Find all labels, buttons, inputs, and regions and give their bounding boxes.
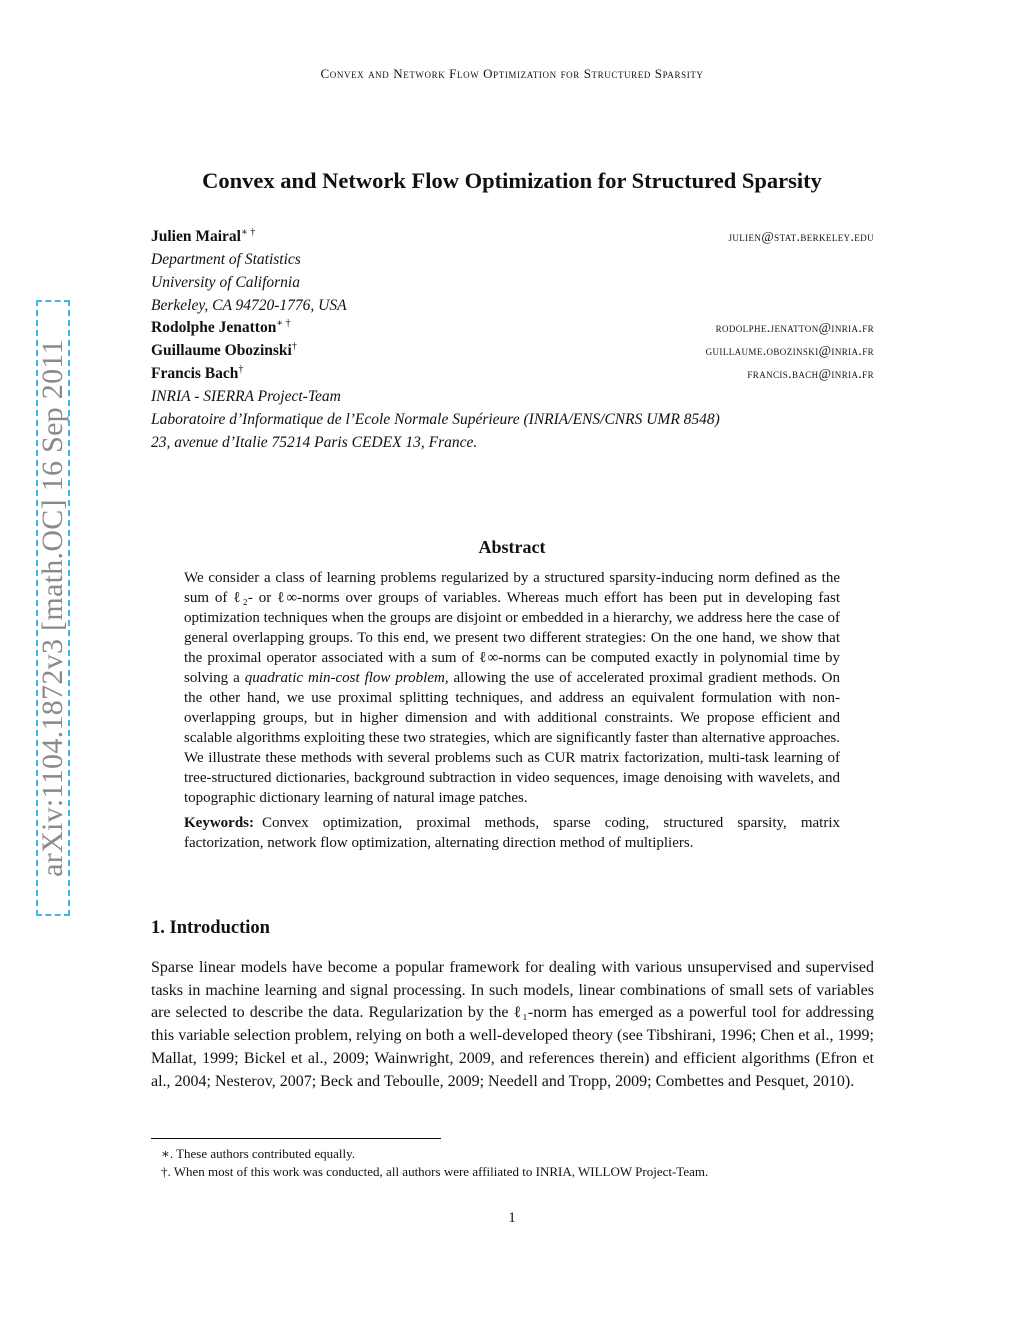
author-name: Julien Mairal (151, 228, 241, 245)
page-number: 1 (508, 1210, 516, 1226)
abstract-emphasis: quadratic min-cost flow problem (244, 670, 445, 686)
author-name: Guillaume Obozinski (151, 342, 292, 359)
arxiv-stamp-text: arXiv:1104.1872v3 [math.OC] 16 Sep 2011 (36, 339, 69, 877)
keywords-list: Convex optimization, proximal methods, sparse coding, structured sparsity, matrix factorization, network flow optimization, alternating direction method of multipliers. (184, 815, 840, 851)
section-body (151, 957, 874, 1093)
footnote-rule (151, 1138, 441, 1139)
abstract-body (184, 568, 840, 853)
section-heading: 1. Introduction (151, 918, 270, 938)
keywords-label: Keywords: (184, 815, 254, 831)
author-name: Francis Bach (151, 365, 239, 382)
author-name: Rodolphe Jenatton (151, 319, 277, 336)
affiliation-line: Berkeley, CA 94720-1776, USA (151, 297, 347, 314)
arxiv-stamp[interactable] (36, 300, 70, 916)
footnote: †. When most of this work was conducted, all authors were affiliated to INRIA, WILLOW Project-Team. (161, 1164, 709, 1179)
author-row (151, 226, 874, 248)
affiliation-line: Laboratoire d’Informatique de l’Ecole Normale Supérieure (INRIA/ENS/CNRS UMR 8548) (151, 411, 720, 428)
author-email[interactable]: guillaume.obozinski@inria.fr (705, 343, 874, 358)
abstract-text: We consider a class of learning problems regularized by a structured sparsity-inducing norm defined as the sum of ℓ₂- or ℓ∞-norms over groups of variables. Whereas much effort has been put in developing fast optimization techniques when the groups are disjoint or embedded in a hierarchy, we address here the case of general overlapping groups. To this end, we present two different strategies: On the one hand, we show that the proximal operator associated with a sum of ℓ∞-norms can be computed exactly in polynomial time by solving a (184, 570, 840, 686)
author-row (151, 317, 874, 339)
affiliation-line: INRIA - SIERRA Project-Team (151, 388, 341, 405)
paper-title: Convex and Network Flow Optimization for Structured Sparsity (202, 168, 822, 193)
author-marks: † (238, 363, 244, 375)
keywords (184, 813, 840, 853)
abstract-paragraph (184, 568, 840, 808)
intro-paragraph: Sparse linear models have become a popular framework for dealing with various unsupervised and supervised tasks in machine learning and signal processing. In such models, linear combinations of small sets of variables are selected to describe the data. Regularization by the ℓ₁-norm has emerged as a powerful tool for addressing this variable selection problem, relying on both a well-developed theory (see Tibshirani, 1996; Chen et al., 1999; Mallat, 1999; Bickel et al., 2009; Wainwright, 2009, and references therein) and efficient algorithms (Efron et al., 2004; Nesterov, 2007; Beck and Teboulle, 2009; Needell and Tropp, 2009; Combettes and Pesquet, 2010). (151, 959, 874, 1090)
author-marks: ∗ † (276, 317, 291, 329)
footnote: ∗. These authors contributed equally. (161, 1146, 356, 1161)
author-email[interactable]: rodolphe.jenatton@inria.fr (715, 320, 874, 335)
author-marks: † (291, 340, 297, 352)
affiliation-line: 23, avenue d’Italie 75214 Paris CEDEX 13, France. (151, 434, 478, 451)
abstract-heading: Abstract (478, 537, 546, 557)
author-email[interactable]: julien@stat.berkeley.edu (728, 229, 874, 244)
running-head: Convex and Network Flow Optimization for Structured Sparsity (320, 66, 704, 81)
author-row (151, 363, 874, 385)
author-email[interactable]: francis.bach@inria.fr (747, 366, 874, 381)
affiliation-line: University of California (151, 274, 300, 291)
author-row (151, 340, 874, 362)
affiliation-line: Department of Statistics (151, 251, 301, 268)
abstract-text: , allowing the use of accelerated proximal gradient methods. On the other hand, we use proximal splitting techniques, and address an equivalent formulation with non-overlapping groups, but in higher dimension and with additional constraints. We propose efficient and scalable algorithms exploiting these two strategies, which are significantly faster than alternative approaches. We illustrate these methods with several problems such as CUR matrix factorization, multi-task learning of tree-structured dictionaries, background subtraction in video sequences, image denoising with wavelets, and topographic dictionary learning of natural image patches. (184, 670, 840, 806)
author-marks: ∗ † (240, 226, 256, 238)
